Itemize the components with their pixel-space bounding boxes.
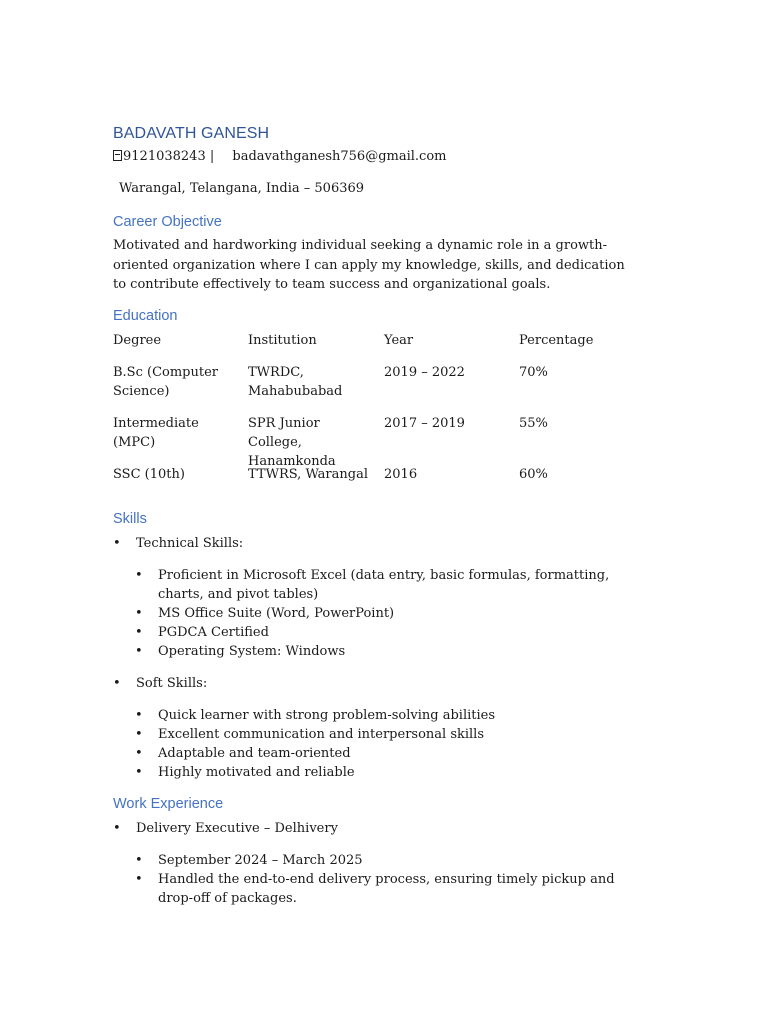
institution-cell: SPR Junior College, Hanamkonda	[248, 416, 336, 469]
bullet-icon: •	[135, 853, 143, 868]
technical-skill: PGDCA Certified	[158, 625, 269, 640]
bullet-icon: •	[113, 821, 121, 836]
contact-line	[113, 149, 447, 164]
job-detail: September 2024 – March 2025	[158, 853, 363, 868]
candidate-name: BADAVATH GANESH	[113, 125, 270, 142]
year-cell: 2017 – 2019	[384, 416, 465, 431]
bullet-icon: •	[135, 625, 143, 640]
phone-icon	[113, 150, 122, 161]
career-objective-heading: Career Objective	[113, 214, 222, 230]
degree-cell: Intermediate (MPC)	[113, 416, 199, 450]
address: Warangal, Telangana, India – 506369	[119, 181, 365, 196]
list-item	[135, 604, 635, 623]
degree-cell: B.Sc (Computer Science)	[113, 365, 219, 399]
header-percentage: Percentage	[519, 333, 594, 348]
list-item	[135, 642, 635, 661]
percentage-cell: 55%	[519, 416, 548, 431]
skills-heading: Skills	[113, 511, 147, 527]
header-degree: Degree	[113, 333, 162, 348]
soft-skill: Highly motivated and reliable	[158, 765, 355, 780]
bullet-icon: •	[135, 708, 143, 723]
institution-cell: TTWRS, Warangal	[248, 467, 368, 482]
bullet-icon: •	[135, 644, 143, 659]
degree-cell: SSC (10th)	[113, 467, 185, 482]
email-address: badavathganesh756@gmail.com	[232, 149, 447, 164]
technical-skill: MS Office Suite (Word, PowerPoint)	[158, 606, 395, 621]
institution-cell: TWRDC, Mahabubabad	[248, 365, 343, 399]
bullet-icon: •	[135, 568, 143, 583]
bullet-icon: •	[135, 872, 143, 887]
phone-number: 9121038243 |	[123, 149, 215, 164]
list-item	[135, 623, 635, 642]
job-detail: Handled the end-to-end delivery process, ensuring timely pickup and drop-off of packages.	[158, 872, 615, 906]
work-experience-heading: Work Experience	[113, 796, 224, 812]
bullet-icon: •	[135, 727, 143, 742]
list-item	[135, 566, 635, 604]
bullet-icon: •	[113, 676, 121, 691]
soft-skill: Excellent communication and interpersonal skills	[158, 727, 485, 742]
bullet-icon: •	[135, 746, 143, 761]
list-item	[135, 706, 635, 725]
year-cell: 2019 – 2022	[384, 365, 465, 380]
soft-skill: Quick learner with strong problem-solving abilities	[158, 708, 496, 723]
list-item	[135, 744, 635, 763]
list-item	[135, 851, 635, 870]
bullet-icon: •	[135, 606, 143, 621]
career-objective-text: Motivated and hardworking individual seeking a dynamic role in a growth-oriented organization where I can apply my knowledge, skills, and dedication to contribute effectively to team success and organizational goals.	[113, 238, 625, 292]
list-item	[135, 763, 635, 782]
list-item	[135, 725, 635, 744]
list-item	[135, 870, 635, 908]
header-institution: Institution	[248, 333, 317, 348]
soft-skills-label: Soft Skills:	[136, 676, 208, 691]
bullet-icon: •	[135, 765, 143, 780]
technical-skills-label: Technical Skills:	[136, 536, 244, 551]
education-heading: Education	[113, 308, 178, 324]
year-cell: 2016	[384, 467, 418, 482]
header-year: Year	[384, 333, 414, 348]
soft-skill: Adaptable and team-oriented	[158, 746, 351, 761]
job-role: Delivery Executive – Delhivery	[136, 821, 338, 836]
technical-skill: Proficient in Microsoft Excel (data entry, basic formulas, formatting, charts, and pivot tables)	[158, 568, 610, 602]
percentage-cell: 70%	[519, 365, 548, 380]
technical-skill: Operating System: Windows	[158, 644, 346, 659]
percentage-cell: 60%	[519, 467, 548, 482]
bullet-icon: •	[113, 536, 121, 551]
